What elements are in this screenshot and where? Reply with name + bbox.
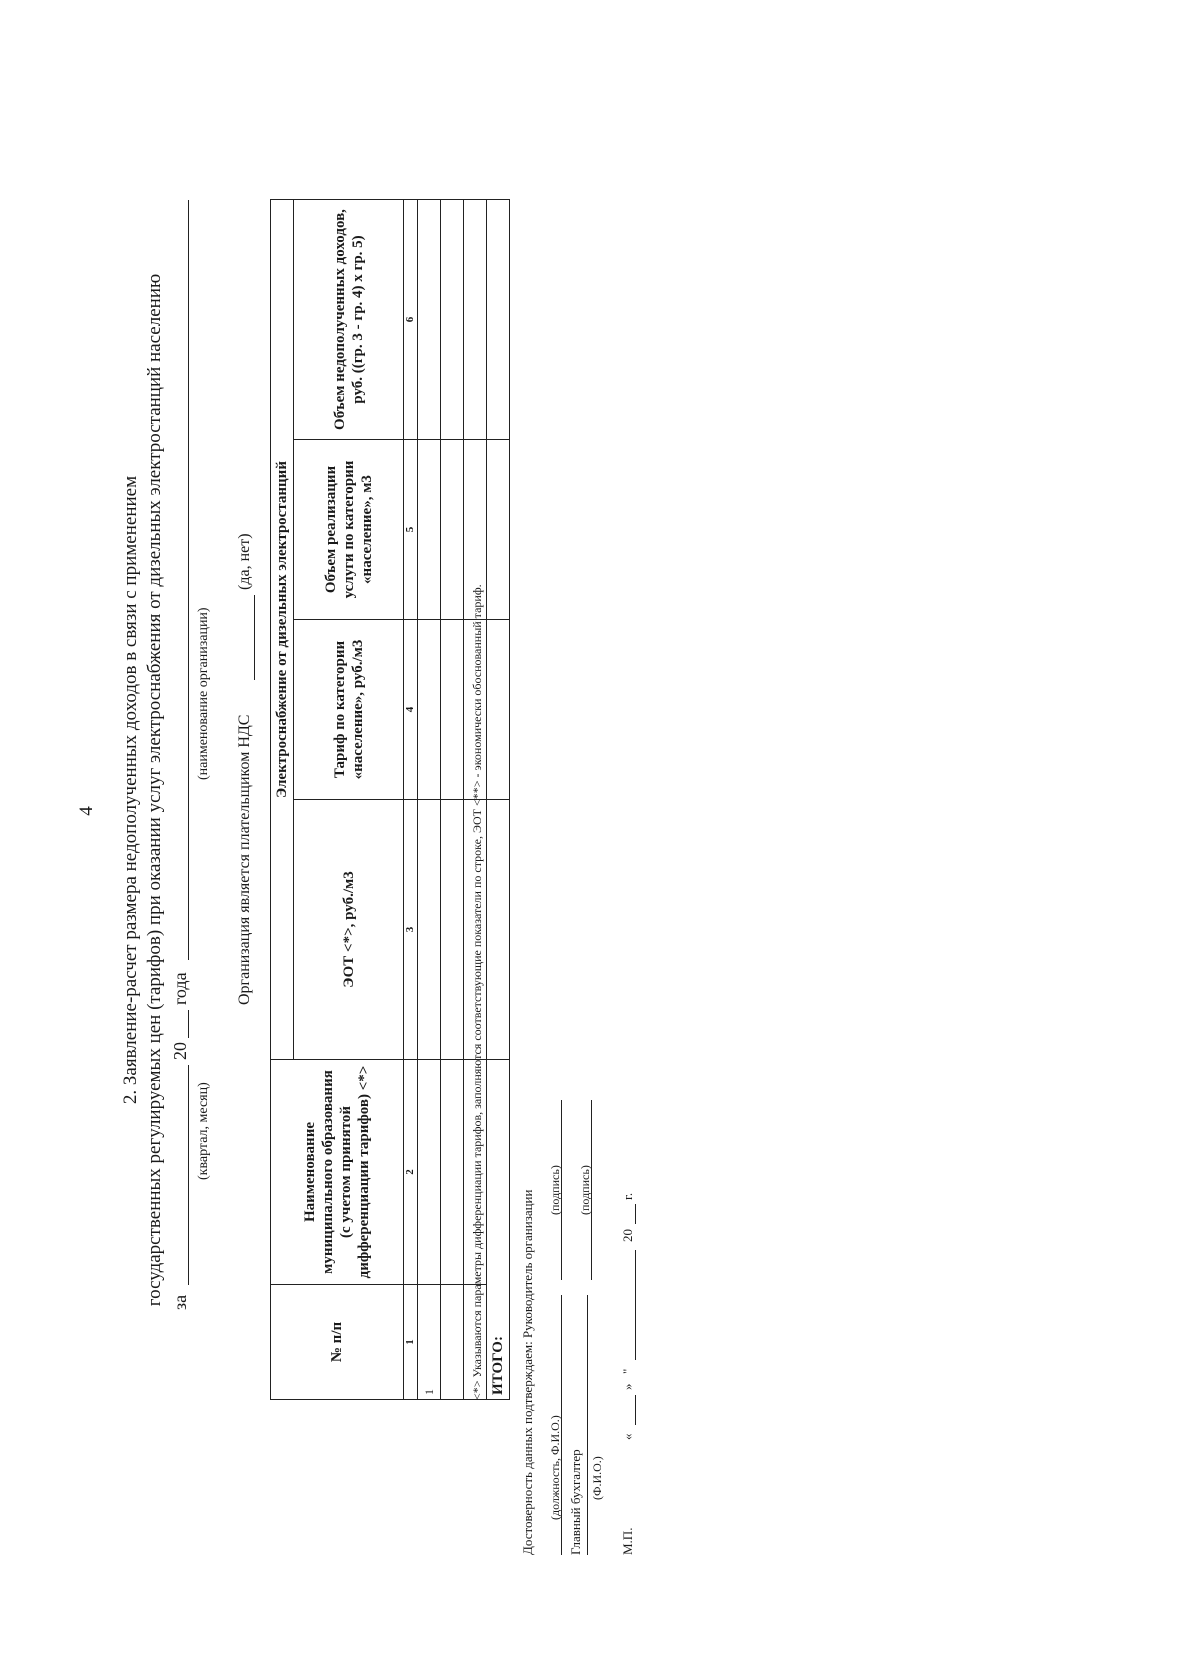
col-header-number: № п/п (271, 1285, 404, 1400)
nds-caption: (да, нет) (236, 533, 253, 590)
table-cell[interactable] (418, 440, 441, 620)
nds-label: Организация является плательщиком НДС (236, 714, 253, 1005)
col-header-lost-income: Объем недополученных доходов, руб. ((гр. 3 - гр. 4) х гр. 5) (294, 200, 404, 440)
table-cell[interactable] (441, 440, 464, 620)
table-cell[interactable] (441, 620, 464, 800)
table-cell[interactable] (464, 200, 487, 440)
table-cell[interactable] (418, 1060, 441, 1285)
table-cell[interactable]: 1 (418, 1285, 441, 1400)
period-za-label: за (170, 1294, 190, 1310)
table-cell[interactable] (441, 200, 464, 440)
table-row (441, 200, 464, 1400)
column-number: 6 (404, 200, 418, 440)
total-row (487, 200, 510, 1400)
footnote: <*> Указываются параметры дифференциации тарифов, заполняются соответствующие показатели по строке, ЭОТ <**> - экономически обоснованный тариф. (470, 584, 484, 1400)
date-year-input[interactable] (620, 1204, 636, 1224)
table-cell[interactable] (441, 1285, 464, 1400)
nds-input-line[interactable] (236, 595, 255, 680)
rotated-page-content (120, 20, 820, 1560)
period-caption: (квартал, месяц) (196, 1082, 211, 1180)
stamp-label: М.П. (620, 1527, 635, 1555)
year-input-line[interactable] (170, 1010, 189, 1038)
period-input-line[interactable] (170, 1065, 189, 1285)
col-header-volume: Объем реализации услуги по категории «население», м3 (294, 440, 404, 620)
table-cell[interactable] (418, 620, 441, 800)
table-cell[interactable] (441, 1060, 464, 1285)
col-header-eot: ЭОТ <*>, руб./м3 (294, 800, 404, 1060)
fio-caption: (Ф.И.О.) (590, 1456, 604, 1500)
column-number: 2 (404, 1060, 418, 1285)
group-header-diesel: Электроснабжение от дизельных электростанций (271, 200, 294, 1060)
page-number: 4 (75, 806, 97, 816)
year-suffix: года (170, 972, 190, 1005)
total-label: ИТОГО: (487, 1060, 510, 1400)
signature-caption-1: (подпись) (548, 1165, 562, 1215)
date-quote: " (620, 1368, 635, 1374)
date-open-quote: « (620, 1433, 635, 1440)
column-number: 4 (404, 620, 418, 800)
date-year-prefix: 20 (620, 1229, 635, 1242)
column-numbers-row (404, 200, 418, 1400)
year-prefix: 20 (170, 1042, 190, 1060)
col-header-tariff: Тариф по категории «население», руб./м3 (294, 620, 404, 800)
total-cell[interactable] (487, 440, 510, 620)
fio-input-line[interactable] (575, 1295, 588, 1555)
position-caption: (должность, Ф.И.О.) (548, 1415, 562, 1520)
table-cell[interactable] (418, 800, 441, 1060)
date-year-suffix: г. (620, 1192, 635, 1200)
chief-accountant-label: Главный бухгалтер (568, 1449, 583, 1555)
total-cell[interactable] (487, 200, 510, 440)
document-title-line-2: государственных регулируемых цен (тарифов) при оказании услуг электроснабжения от дизельных электростанций населению (144, 273, 165, 1307)
total-cell[interactable] (487, 800, 510, 1060)
column-number: 3 (404, 800, 418, 1060)
date-close-quote: » (620, 1383, 635, 1390)
date-month-input[interactable] (620, 1250, 636, 1360)
table-cell[interactable] (418, 200, 441, 440)
table-cell[interactable] (441, 800, 464, 1060)
column-number: 5 (404, 440, 418, 620)
organization-caption: (наименование организации) (196, 607, 211, 780)
period-line (170, 20, 211, 1560)
col-header-municipality: Наименование муниципального образования (с учетом принятой дифференциации тарифов) <*> (271, 1060, 404, 1285)
signature-caption-2: (подпись) (578, 1165, 592, 1215)
confirmation-text: Достоверность данных подтверждаем: Руководитель организации (520, 1189, 535, 1555)
table-row (418, 200, 441, 1400)
document-title-line-1: 2. Заявление-расчет размера недополученных доходов в связи с применением (120, 475, 141, 1105)
organization-input-line[interactable] (170, 200, 189, 960)
total-cell[interactable] (487, 620, 510, 800)
date-day-input[interactable] (620, 1395, 636, 1425)
column-number: 1 (404, 1285, 418, 1400)
